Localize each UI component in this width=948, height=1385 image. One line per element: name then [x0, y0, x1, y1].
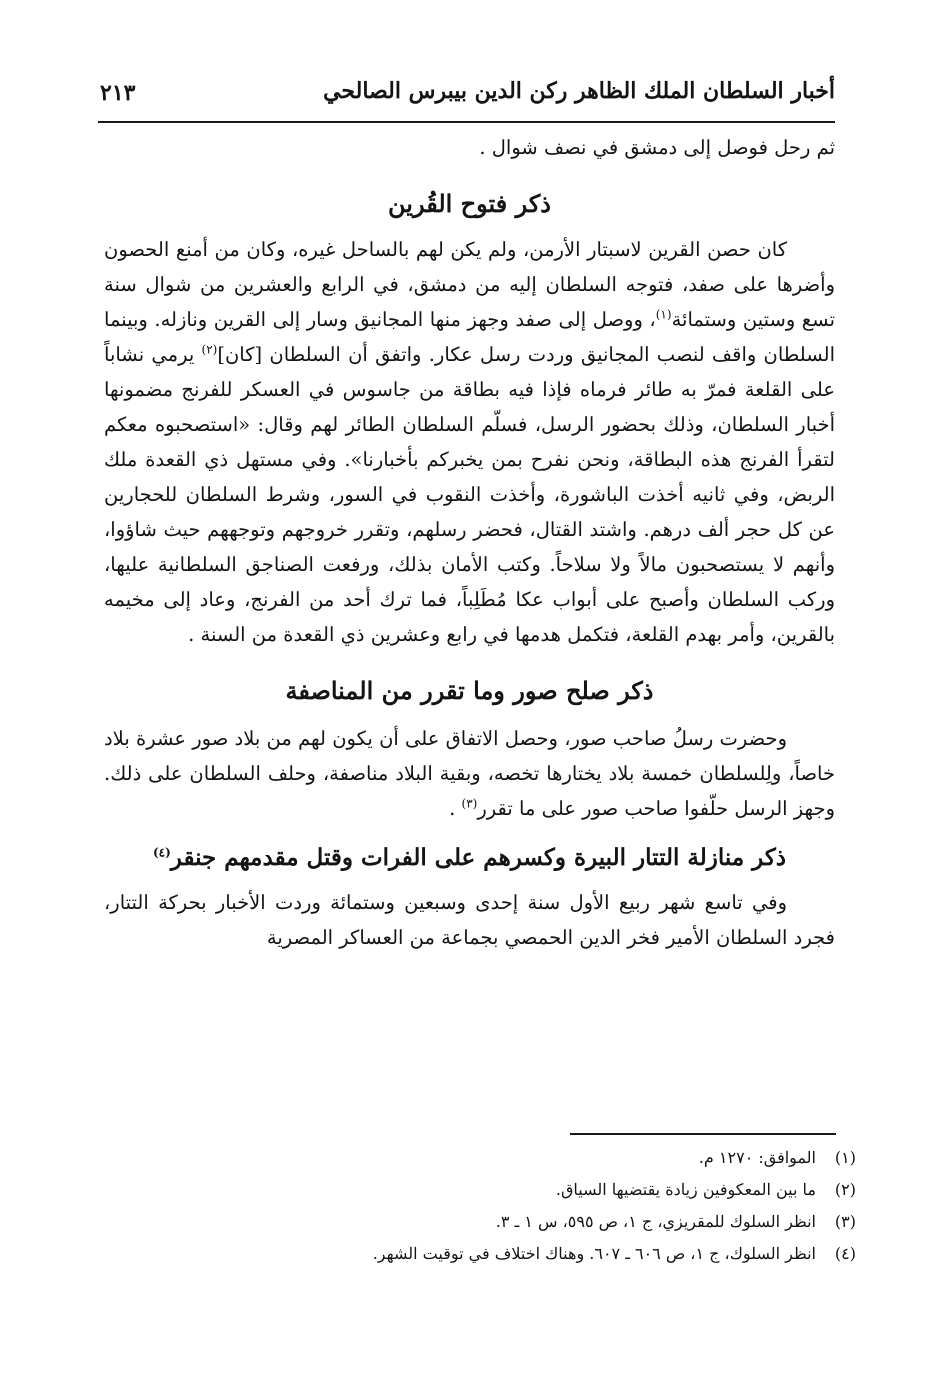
footnote-separator [570, 1133, 836, 1135]
section-heading-tyre: ذكر صلح صور وما تقرر من المناصفة [285, 676, 654, 705]
paragraph-tatars [104, 885, 835, 955]
footnote-text: الموافق: ١٢٧٠ م. [698, 1148, 816, 1167]
paragraph-text: . [449, 797, 462, 820]
footnote-text: ما بين المعكوفين زيادة يقتضيها السياق. [555, 1180, 816, 1199]
footnote-4 [156, 1238, 856, 1270]
paragraph-text: كان حصن القرين لاسبتار الأرمن، ولم يكن لهم بالساحل غيره، وكان من أمنع الحصون وأضرها على صفد، فتوجه السلطان إليه من دمشق، في الرابع والعشرين من شوال سنة تسع وستين وستمائة [104, 238, 835, 331]
footnotes [156, 1142, 856, 1270]
paragraph-qurain [104, 232, 835, 652]
intro-text: ثم رحل فوصل إلى دمشق في نصف شوال . [479, 136, 835, 159]
footnote-number: (٢) [834, 1180, 856, 1199]
running-title: أخبار السلطان الملك الظاهر ركن الدين بيبرس الصالحي [323, 78, 835, 104]
paragraph-tyre [104, 721, 835, 826]
footnote-ref-1[interactable]: (١) [655, 307, 672, 322]
heading-text: ذكر منازلة التتار البيرة وكسرهم على الفرات وقتل مقدمهم جنقر [170, 844, 787, 871]
intro-paragraph [104, 130, 835, 165]
footnote-ref-4[interactable]: (٤) [152, 845, 171, 860]
header-rule [98, 121, 835, 123]
footnote-number: (٤) [834, 1244, 856, 1263]
paragraph-text: يرمي نشاباً على القلعة فمرّ به طائر فرماه فإذا فيه بطاقة من جاسوس في العسكر للفرنج مضمونها أخبار السلطان، وذلك بحضور الرسل، فسلّم السلطان الطائر لهم وقال: «استصحبوه معكم لتقرأ الفرنج هذه البطاقة، ونحن نفرح بمن يخبركم بأخبارنا». وفي مستهل ذي القعدة ملك الربض، وفي ثانيه أخذت الباشورة، وأخذت النقوب في السور، وشرط السلطان للحجارين عن كل حجر ألف درهم. واشتد القتال، فحضر رسلهم، وتقرر خروجهم وتوجههم حيث شاؤوا، وأنهم لا يستصحبون مالاً ولا سلاحاً. وكتب الأمان بذلك، ورفعت الصناجق السلطانية عليها، وركب السلطان وأصبح على أبواب عكا مُطَلِباً، فما ترك أحد من الفرنج، وعاد إلى مخيمه بالقرين، وأمر بهدم القلعة، فتكمل هدمها في رابع وعشرين ذي القعدة من السنة . [104, 343, 835, 646]
main-text [104, 130, 835, 955]
paragraph-text: وحضرت رسلُ صاحب صور، وحصل الاتفاق على أن يكون لهم من بلاد صور عشرة بلاد خاصاً، ولِلسلطان خمسة بلاد يختارها تخصه، وبقية البلاد مناصفة، وحلف السلطان على ذلك. وجهز الرسل حلّفوا صاحب صور على ما تقرر [104, 727, 835, 820]
footnote-number: (٣) [834, 1212, 856, 1231]
footnote-text: انظر السلوك للمقريزي، ج ١، ص ٥٩٥، س ١ ـ ٣. [495, 1212, 816, 1231]
footnote-3 [156, 1206, 856, 1238]
footnote-ref-2[interactable]: (٢) [201, 342, 218, 357]
footnote-number: (١) [834, 1148, 856, 1167]
paragraph-text: ، ووصل إلى صفد وجهز منها المجانيق وسار إلى القرين ونازله. وبينما السلطان واقف لنصب المجانيق وردت رسل عكار. واتفق أن السلطان [كان] [104, 308, 835, 366]
footnote-1 [156, 1142, 856, 1174]
footnote-ref-3[interactable]: (٣) [461, 796, 478, 811]
section-heading-qurain: ذكر فتوح القُرين [388, 189, 551, 218]
section-heading-tatars [104, 844, 835, 871]
footnote-2 [156, 1174, 856, 1206]
footnote-text: انظر السلوك، ج ١، ص ٦٠٦ ـ ٦٠٧. وهناك اختلاف في توقيت الشهر. [372, 1244, 816, 1263]
page-number: ٢١٣ [100, 80, 136, 106]
paragraph-text: وفي تاسع شهر ربيع الأول سنة إحدى وسبعين وستمائة وردت الأخبار بحركة التتار، فجرد السلطان الأمير فخر الدين الحمصي بجماعة من العساكر المصرية [104, 891, 835, 949]
